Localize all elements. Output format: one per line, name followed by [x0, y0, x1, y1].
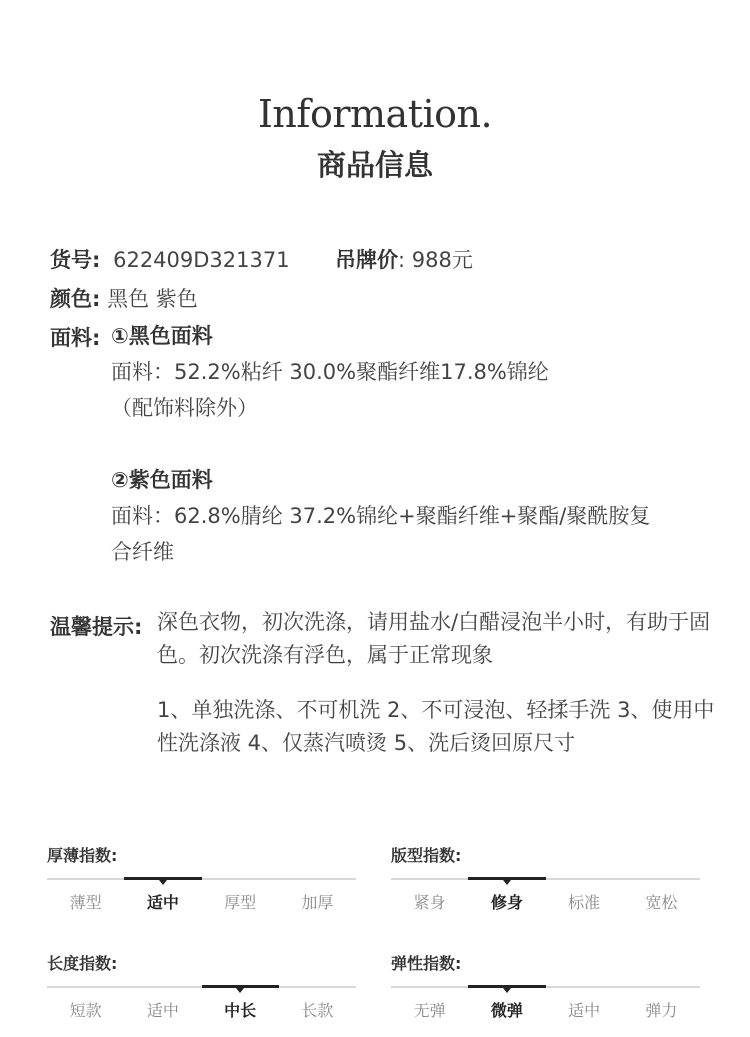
elasticity-index-title: 弹性指数:	[391, 954, 462, 973]
info-title-en: Information.	[257, 92, 493, 136]
thickness-index	[47, 843, 356, 913]
color-label: 颜色:	[50, 287, 101, 311]
fit-option-1: 修身	[490, 893, 523, 912]
fabric1-line2: （配饰料除外）	[111, 396, 258, 420]
length-option-1: 适中	[146, 1001, 179, 1020]
elasticity-index-scale	[391, 986, 700, 988]
tips-content	[157, 606, 723, 760]
fit-index-title: 版型指数:	[391, 846, 462, 865]
thickness-option-0: 薄型	[69, 893, 102, 912]
sku-value: 622409D321371	[113, 248, 290, 272]
thickness-option-3: 加厚	[301, 893, 334, 912]
thickness-index-marker-icon	[159, 880, 167, 885]
length-option-3: 长款	[301, 1001, 334, 1020]
tips-para2: 1、单独洗涤、不可机洗 2、不可浸泡、轻揉手洗 3、使用中性洗涤液 4、仅蒸汽喷烫 5、洗后烫回原尺寸	[157, 698, 715, 755]
length-index-marker-icon	[236, 988, 244, 993]
elasticity-option-0: 无弹	[413, 1001, 446, 1020]
elasticity-index	[391, 951, 700, 1021]
fit-index	[391, 843, 700, 913]
fabric-label	[50, 322, 100, 352]
elasticity-option-2: 适中	[568, 1001, 601, 1020]
fabric-label-text: 面料:	[50, 326, 101, 350]
thickness-index-title: 厚薄指数:	[47, 846, 118, 865]
fit-option-3: 宽松	[645, 893, 678, 912]
length-option-2: 中长	[224, 1001, 257, 1020]
fit-index-marker-icon	[503, 880, 511, 885]
thickness-option-2: 厚型	[224, 893, 257, 912]
elasticity-index-marker-icon	[503, 988, 511, 993]
tips-label-text: 温馨提示:	[50, 615, 143, 639]
length-index-title: 长度指数:	[47, 954, 118, 973]
fit-option-2: 标准	[568, 893, 601, 912]
length-index	[47, 951, 356, 1021]
fabric2-line2: 合纤维	[111, 540, 174, 564]
price-value: : 988元	[398, 248, 473, 272]
thickness-index-scale	[47, 878, 356, 880]
tips-para1: 深色衣物，初次洗涤，请用盐水/白醋浸泡半小时，有助于固色。初次洗涤有浮色，属于正常现象	[157, 610, 711, 667]
elasticity-option-3: 弹力	[645, 1001, 678, 1020]
sku-row	[50, 244, 290, 274]
fabric1-title: ①黑色面料	[111, 324, 213, 348]
length-option-0: 短款	[69, 1001, 102, 1020]
thickness-option-1: 适中	[146, 893, 179, 912]
elasticity-option-1: 微弹	[490, 1001, 523, 1020]
fabric1-line1: 面料：52.2%粘纤 30.0%聚酯纤维17.8%锦纶	[111, 360, 549, 384]
fabric-details	[111, 318, 650, 570]
color-value: 黑色 紫色	[100, 287, 198, 311]
fit-option-0: 紧身	[413, 893, 446, 912]
fabric2-title: ②紫色面料	[111, 468, 213, 492]
tips-label	[50, 611, 142, 641]
fabric2-line1: 面料：62.8%腈纶 37.2%锦纶+聚酯纤维+聚酯/聚酰胺复	[111, 504, 651, 528]
fit-index-scale	[391, 878, 700, 880]
price-row	[335, 244, 473, 274]
color-row	[50, 283, 198, 313]
length-index-scale	[47, 986, 356, 988]
price-label: 吊牌价	[335, 248, 398, 272]
sku-label: 货号:	[50, 248, 101, 272]
info-title-cn: 商品信息	[316, 148, 433, 182]
